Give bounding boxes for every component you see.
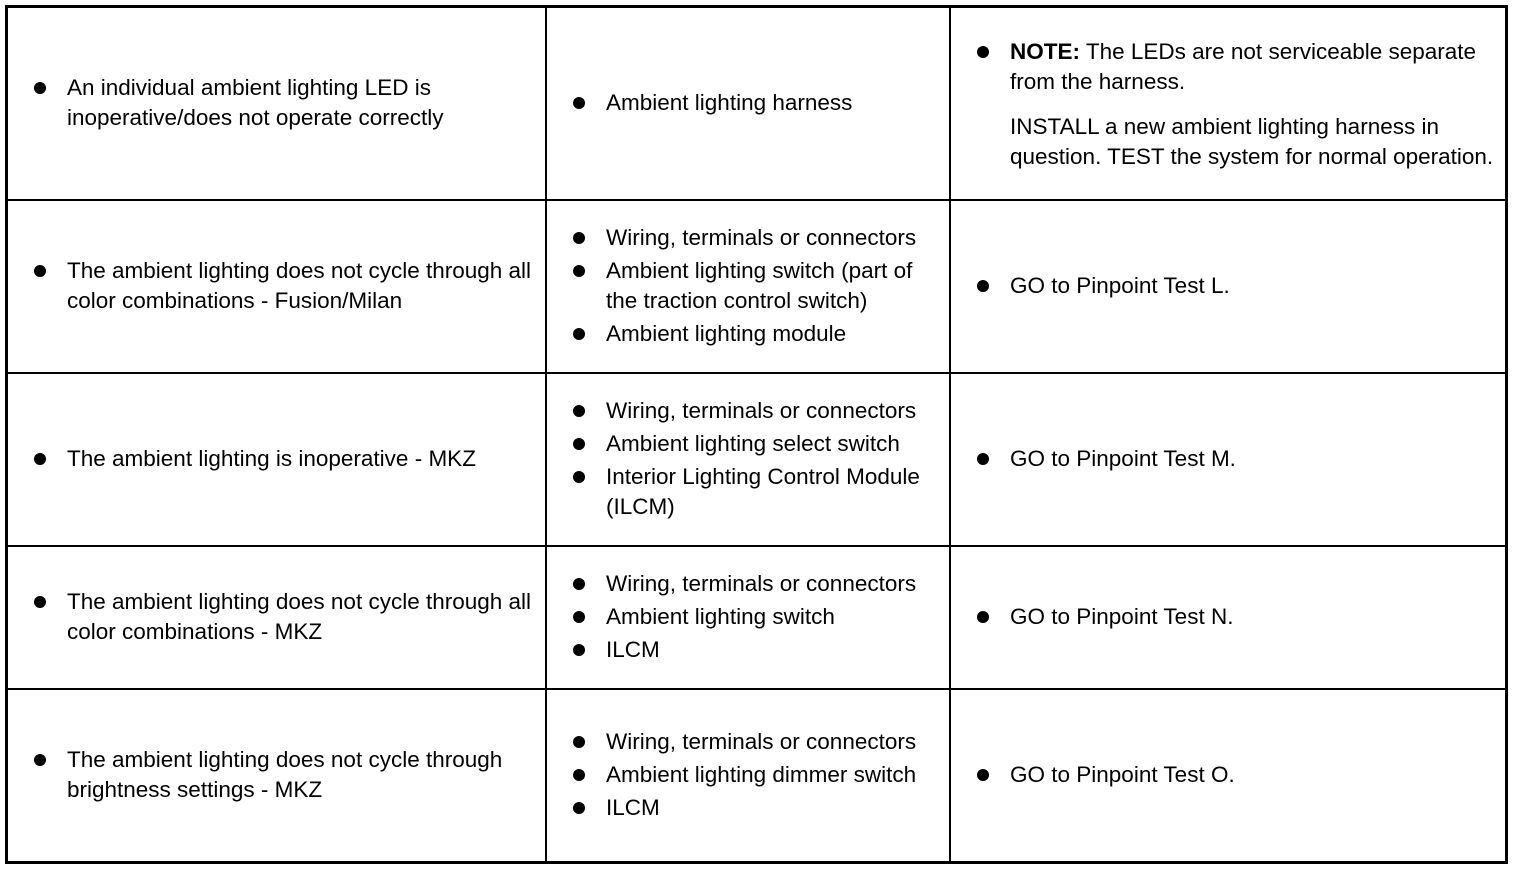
symptom-text: The ambient lighting is inoperative - MKZ [67, 446, 476, 471]
bullet-icon [573, 328, 585, 340]
bullet-icon [34, 265, 46, 277]
symptom-cell [8, 374, 547, 545]
bullet-icon [573, 578, 585, 590]
list-item [571, 727, 943, 757]
cause-text: Ambient lighting switch [606, 604, 835, 629]
list-item [571, 223, 943, 253]
cause-text: ILCM [606, 637, 660, 662]
list-item [571, 760, 943, 790]
table-row [8, 547, 1505, 690]
symptom-text: The ambient lighting does not cycle through brightness settings - MKZ [67, 747, 503, 802]
action-instruction: INSTALL a new ambient lighting harness in question. TEST the system for normal operation. [1010, 113, 1494, 169]
cause-text: Ambient lighting dimmer switch [606, 762, 917, 787]
note-label: NOTE: [1010, 38, 1080, 64]
action-cell [951, 8, 1505, 199]
list-item [975, 444, 1495, 474]
cause-text: Wiring, terminals or connectors [606, 225, 917, 250]
cause-text: Ambient lighting module [606, 321, 847, 346]
bullet-icon [573, 644, 585, 656]
bullet-icon [977, 453, 989, 465]
list-item [32, 256, 535, 316]
bullet-icon [573, 802, 585, 814]
bullet-icon [573, 438, 585, 450]
bullet-icon [573, 405, 585, 417]
table-row [8, 8, 1505, 201]
symptom-text: An individual ambient lighting LED is inoperative/does not operate correctly [67, 75, 444, 130]
bullet-icon [977, 769, 989, 781]
list-item [975, 760, 1495, 790]
bullet-icon [573, 736, 585, 748]
symptom-cell [8, 690, 547, 861]
action-text: GO to Pinpoint Test M. [1010, 446, 1236, 471]
list-item [32, 73, 535, 133]
bullet-icon [573, 471, 585, 483]
action-text: GO to Pinpoint Test O. [1010, 762, 1235, 787]
possible-source-cell [547, 690, 951, 861]
bullet-icon [573, 265, 585, 277]
symptom-cell [8, 201, 547, 372]
list-item [975, 37, 1495, 97]
action-cell [951, 201, 1505, 372]
table-row [8, 690, 1505, 861]
list-item [571, 793, 943, 823]
bullet-icon [977, 280, 989, 292]
symptom-cell [8, 8, 547, 199]
list-item [571, 319, 943, 349]
list-item [571, 256, 943, 316]
possible-source-cell [547, 374, 951, 545]
list-item [32, 587, 535, 647]
table-row [8, 374, 1505, 547]
bullet-icon [34, 453, 46, 465]
possible-source-cell [547, 201, 951, 372]
cause-text: Ambient lighting switch (part of the traction control switch) [606, 258, 913, 313]
cause-text: Wiring, terminals or connectors [606, 398, 917, 423]
bullet-icon [573, 611, 585, 623]
symptom-cell [8, 547, 547, 688]
bullet-icon [573, 232, 585, 244]
cause-text: Interior Lighting Control Module (ILCM) [606, 464, 920, 519]
action-cell [951, 547, 1505, 688]
list-item [571, 88, 943, 118]
bullet-icon [34, 754, 46, 766]
action-cell [951, 374, 1505, 545]
symptom-text: The ambient lighting does not cycle through all color combinations - MKZ [67, 589, 532, 644]
action-cell [951, 690, 1505, 861]
list-item [975, 271, 1495, 301]
cause-text: ILCM [606, 795, 660, 820]
bullet-icon [977, 46, 989, 58]
cause-text: Ambient lighting harness [606, 90, 853, 115]
list-item [571, 429, 943, 459]
cause-text: Wiring, terminals or connectors [606, 571, 917, 596]
symptom-text: The ambient lighting does not cycle through all color combinations - Fusion/Milan [67, 258, 532, 313]
list-item [975, 602, 1495, 632]
list-item [571, 569, 943, 599]
symptom-chart-table [5, 5, 1508, 864]
bullet-icon [573, 97, 585, 109]
list-item [571, 396, 943, 426]
possible-source-cell [547, 8, 951, 199]
table-row [8, 201, 1505, 374]
cause-text: Wiring, terminals or connectors [606, 729, 917, 754]
cause-text: Ambient lighting select switch [606, 431, 900, 456]
list-item [32, 745, 535, 805]
list-item [571, 602, 943, 632]
action-text: GO to Pinpoint Test L. [1010, 273, 1230, 298]
list-item [571, 635, 943, 665]
list-item [571, 462, 943, 522]
bullet-icon [34, 596, 46, 608]
bullet-icon [573, 769, 585, 781]
note-text: The LEDs are not serviceable separate from the harness. [1010, 38, 1477, 94]
bullet-icon [34, 82, 46, 94]
bullet-icon [977, 611, 989, 623]
possible-source-cell [547, 547, 951, 688]
action-text: GO to Pinpoint Test N. [1010, 604, 1234, 629]
list-item [32, 444, 535, 474]
